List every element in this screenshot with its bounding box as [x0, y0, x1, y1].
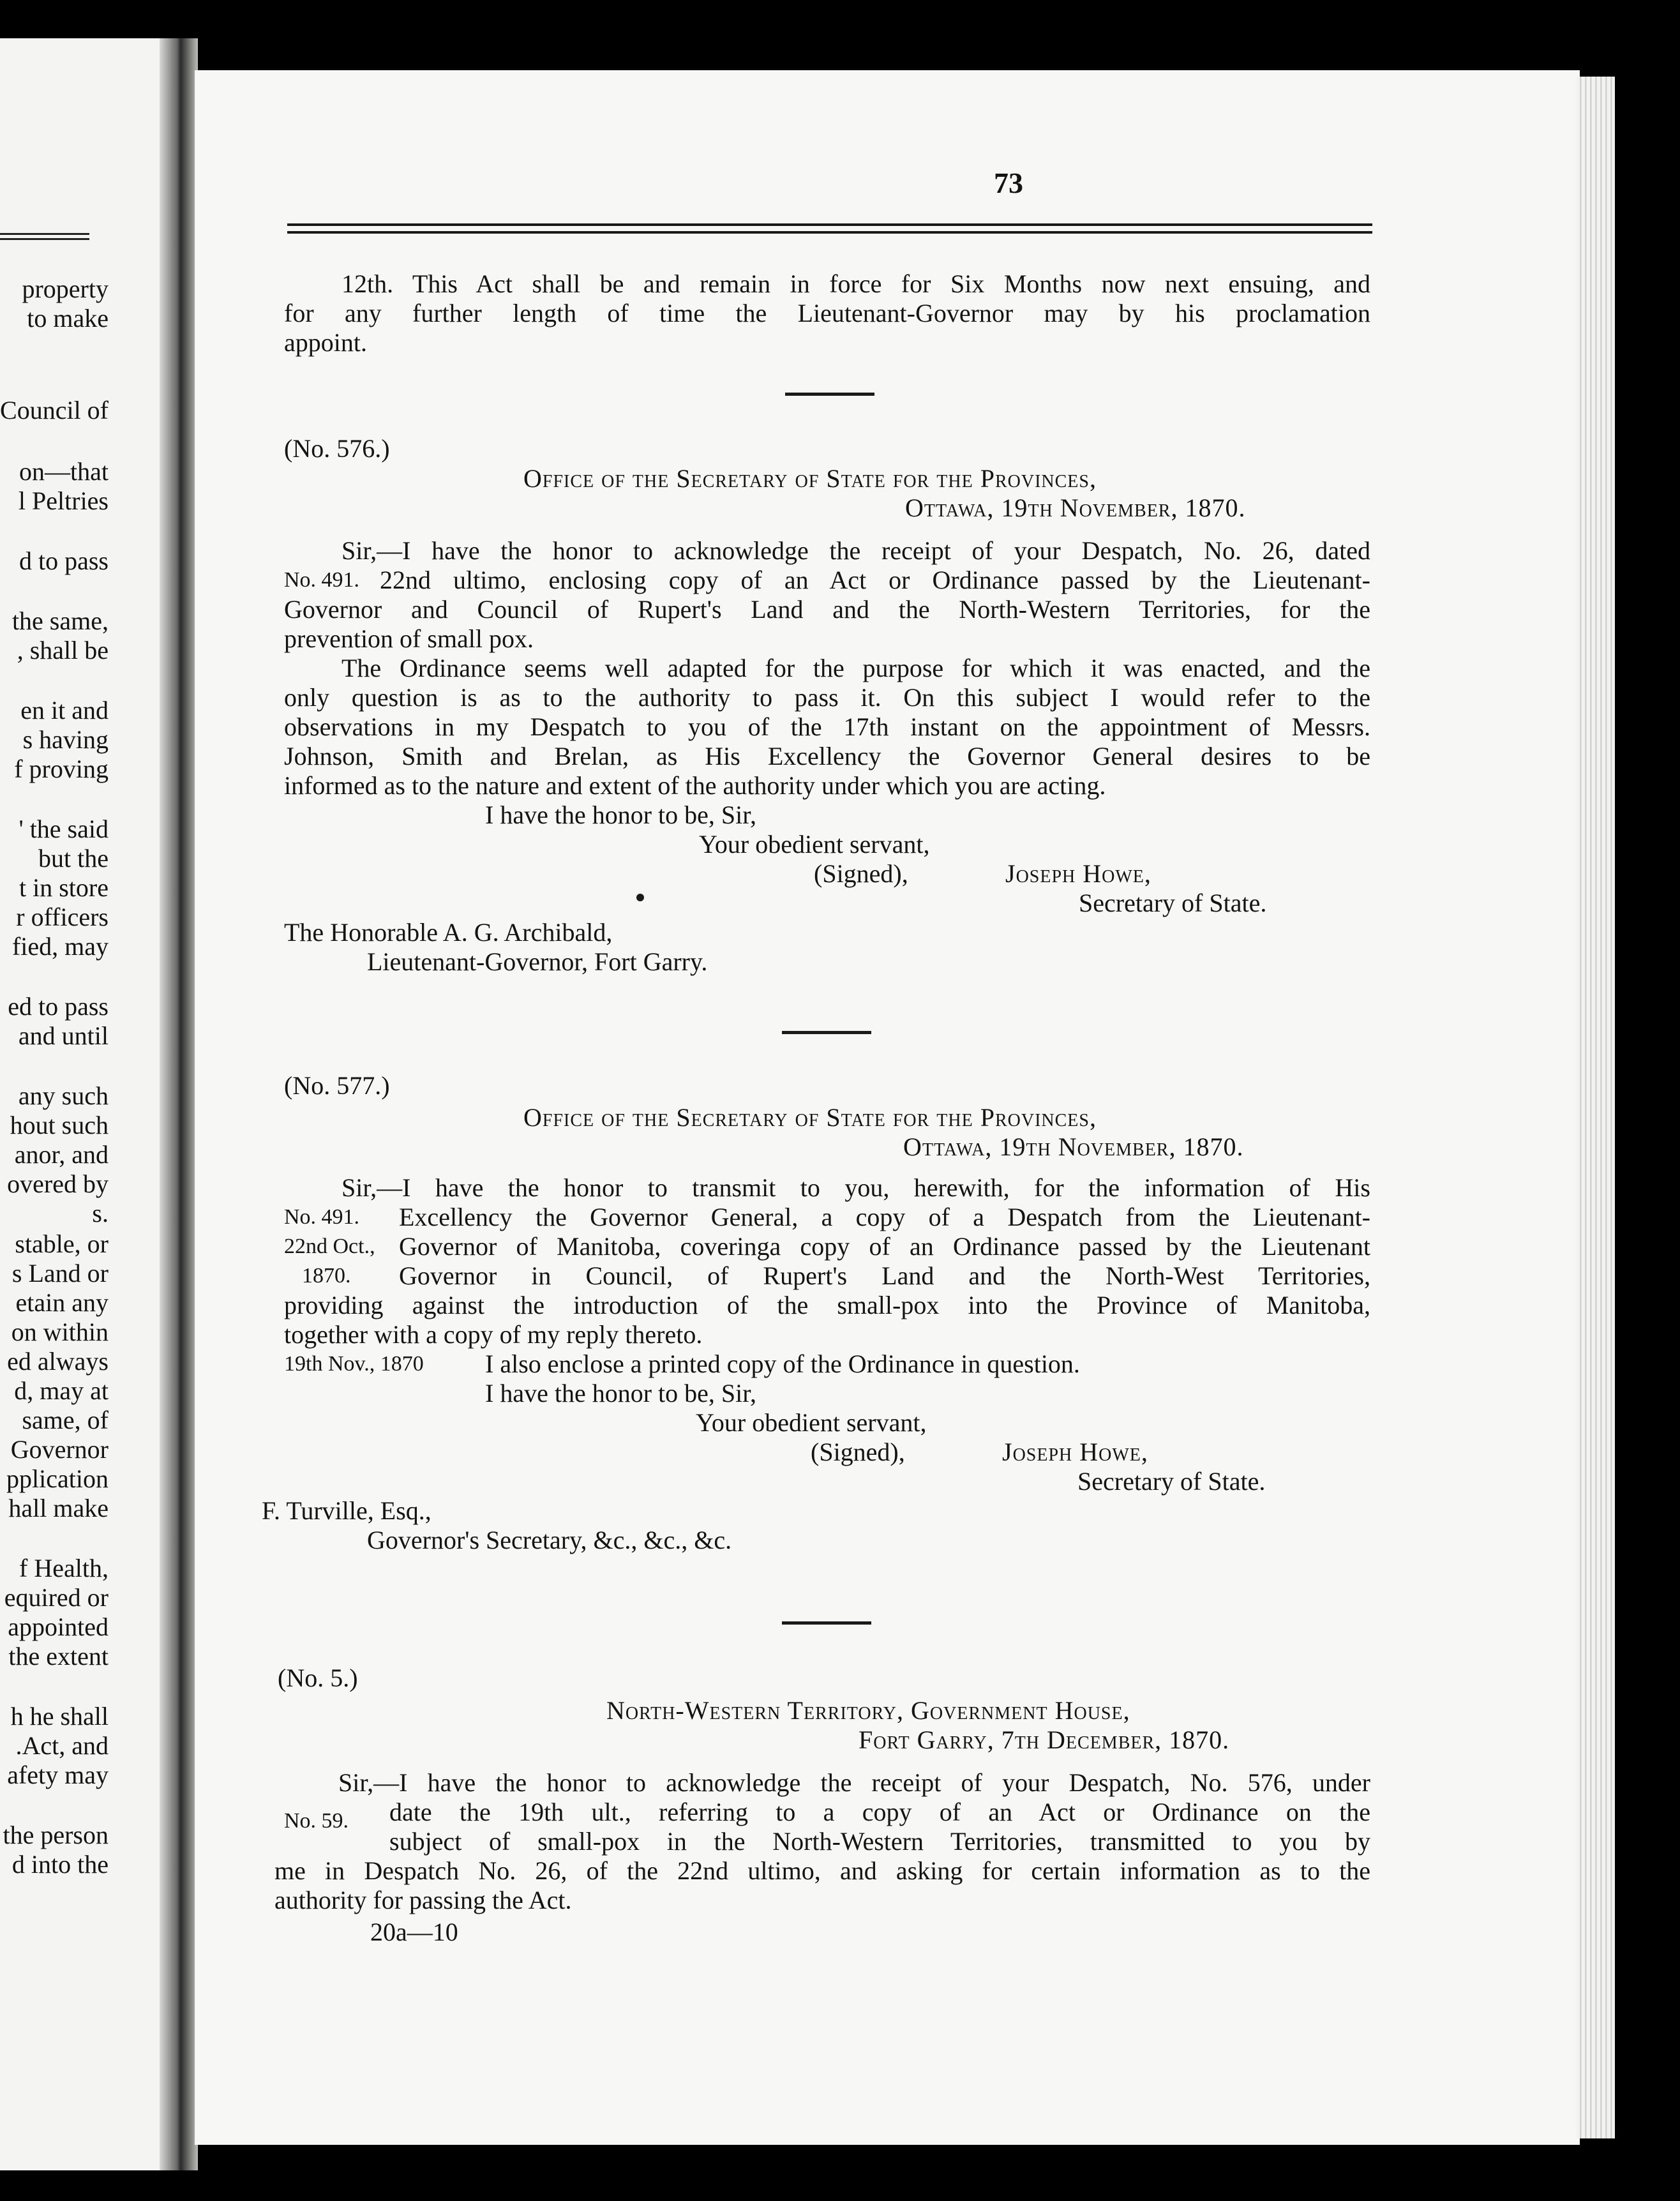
previous-page-line: overed by: [7, 1169, 109, 1198]
previous-page-line: anor, and: [14, 1140, 109, 1169]
letter-576-paragraph-line: informed as to the nature and extent of the authority under which you are acting.: [284, 771, 1106, 800]
letter-576-margin-note: No. 491.: [284, 568, 360, 592]
book-gutter: [160, 38, 198, 2170]
previous-page-line: afety may: [7, 1761, 109, 1789]
letter-5-body-line: date the 19th ult., referring to a copy of an Act or Ordinance on the: [389, 1798, 1370, 1826]
previous-page-line: t in store: [19, 873, 109, 902]
previous-page-rule: [0, 238, 89, 240]
letter-577-servant: Your obedient servant,: [696, 1408, 927, 1437]
letter-577-place-date: Ottawa, 19th November, 1870.: [903, 1132, 1244, 1161]
previous-page-fragment: [0, 38, 160, 2170]
letter-576-addressee-title: Lieutenant-Governor, Fort Garry.: [367, 947, 708, 976]
page-edges: [1577, 77, 1615, 2138]
previous-page-line: s.: [92, 1199, 109, 1228]
letter-576-servant: Your obedient servant,: [699, 830, 930, 859]
letter-577-body-line: Sir,—I have the honor to transmit to you, herewith, for the information of His: [341, 1173, 1370, 1202]
previous-page-line: but the: [38, 844, 109, 873]
letter-577-body-line: together with a copy of my reply thereto.: [284, 1320, 703, 1349]
section-divider: [782, 1621, 871, 1625]
previous-page-line: any such: [18, 1081, 109, 1110]
previous-page-line: Council of: [0, 396, 109, 424]
previous-page-line: l Peltries: [18, 486, 109, 515]
previous-page-line: fied, may: [11, 932, 109, 961]
letter-576-signatory: Joseph Howe,: [1005, 859, 1151, 888]
section-12-line: appoint.: [284, 328, 367, 357]
letter-577-enclosure-date: 19th Nov., 1870: [284, 1352, 424, 1376]
letter-577-margin-note: 22nd Oct.,: [284, 1235, 375, 1258]
document-page: [195, 70, 1580, 2145]
previous-page-line: h he shall: [10, 1702, 109, 1731]
letter-577-signatory: Joseph Howe,: [1002, 1438, 1148, 1466]
previous-page-line: ed always: [7, 1347, 109, 1376]
letter-5-body-line: me in Despatch No. 26, of the 22nd ultimo, and asking for certain information as to the: [274, 1856, 1370, 1885]
signature-mark: 20a—10: [370, 1918, 458, 1946]
letter-576-place-date: Ottawa, 19th November, 1870.: [905, 493, 1246, 522]
letter-577-body-line: Governor in Council, of Rupert's Land and the North-West Territories,: [399, 1261, 1370, 1290]
previous-page-line: same, of: [22, 1406, 109, 1434]
previous-page-line: s Land or: [11, 1259, 109, 1288]
letter-576-signed: (Signed),: [814, 859, 908, 888]
ink-speck: [636, 894, 644, 901]
section-divider: [785, 393, 874, 396]
previous-page-line: d to pass: [19, 546, 109, 575]
previous-page-line: on within: [11, 1318, 109, 1346]
previous-page-line: .Act, and: [15, 1731, 109, 1760]
letter-576-paragraph-line: Governor and Council of Rupert's Land and the North-Western Territories, for the: [284, 595, 1370, 624]
letter-577-margin-note: No. 491.: [284, 1205, 360, 1229]
letter-5-place-date: Fort Garry, 7th December, 1870.: [859, 1725, 1230, 1754]
previous-page-line: the extent: [8, 1642, 109, 1671]
letter-577-margin-note: 1870.: [302, 1264, 351, 1288]
previous-page-line: ed to pass: [8, 992, 109, 1021]
letter-577-signed: (Signed),: [811, 1438, 905, 1466]
letter-576-number: (No. 576.): [284, 434, 390, 463]
letter-577-body-line: providing against the introduction of the small-pox into the Province of Manitoba,: [284, 1291, 1370, 1319]
letter-5-office: North-Western Territory, Government House,: [606, 1696, 1130, 1725]
previous-page-line: the same,: [11, 606, 109, 635]
letter-576-paragraph-line: Johnson, Smith and Brelan, as His Excellency the Governor General desires to be: [284, 742, 1370, 770]
letter-577-number: (No. 577.): [284, 1071, 390, 1100]
letter-576-paragraph-line: observations in my Despatch to you of the 17th instant on the appointment of Messrs.: [284, 712, 1370, 741]
section-12-line: 12th. This Act shall be and remain in force for Six Months now next ensuing, and: [341, 269, 1370, 298]
previous-page-line: hall make: [8, 1494, 109, 1522]
previous-page-line: equired or: [4, 1583, 109, 1612]
previous-page-line: stable, or: [15, 1229, 109, 1258]
header-rule: [287, 223, 1372, 226]
letter-576-paragraph-line: The Ordinance seems well adapted for the purpose for which it was enacted, and the: [341, 654, 1370, 682]
letter-5-body-line: Sir,—I have the honor to acknowledge the receipt of your Despatch, No. 576, under: [338, 1768, 1370, 1797]
previous-page-line: to make: [27, 304, 109, 333]
letter-577-office: Office of the Secretary of State for the Provinces,: [523, 1103, 1097, 1132]
section-divider: [782, 1031, 871, 1034]
letter-577-addressee-title: Governor's Secretary, &c., &c., &c.: [367, 1526, 732, 1554]
letter-577-body-line: Governor of Manitoba, coveringa copy of an Ordinance passed by the Lieutenant: [399, 1232, 1370, 1261]
previous-page-line: d, may at: [14, 1376, 109, 1405]
previous-page-line: property: [22, 274, 109, 303]
previous-page-line: f Health,: [19, 1554, 109, 1582]
letter-576-addressee: The Honorable A. G. Archibald,: [284, 918, 613, 947]
letter-577-body-line: Excellency the Governor General, a copy of a Despatch from the Lieutenant-: [399, 1203, 1370, 1231]
letter-5-body-line: subject of small-pox in the North-Western Territories, transmitted to you by: [389, 1827, 1370, 1856]
previous-page-line: appointed: [8, 1612, 109, 1641]
previous-page-line: f proving: [14, 755, 109, 783]
previous-page-line: and until: [18, 1021, 109, 1050]
letter-576-office: Office of the Secretary of State for the Provinces,: [523, 464, 1097, 493]
previous-page-line: the person: [3, 1821, 109, 1849]
letter-577-closing: I have the honor to be, Sir,: [485, 1379, 756, 1408]
letter-576-paragraph-line: prevention of small pox.: [284, 624, 534, 653]
previous-page-line: en it and: [20, 696, 109, 725]
previous-page-line: etain any: [15, 1288, 109, 1317]
previous-page-line: s having: [22, 725, 109, 754]
header-rule: [287, 231, 1372, 234]
letter-576-closing: I have the honor to be, Sir,: [485, 800, 756, 829]
letter-5-body-line: authority for passing the Act.: [274, 1886, 572, 1914]
previous-page-line: ' the said: [19, 815, 109, 843]
letter-576-paragraph-line: 22nd ultimo, enclosing copy of an Act or Ordinance passed by the Lieutenant-: [380, 566, 1370, 594]
previous-page-line: pplication: [6, 1464, 109, 1493]
section-12-line: for any further length of time the Lieutenant-Governor may by his proclamation: [284, 299, 1370, 327]
previous-page-line: on—that: [19, 457, 109, 486]
letter-5-number: (No. 5.): [278, 1664, 358, 1692]
letter-577-addressee: F. Turville, Esq.,: [262, 1496, 431, 1525]
previous-page-line: r officers: [16, 903, 109, 931]
previous-page-rule: [0, 233, 89, 235]
previous-page-line: Governor: [10, 1435, 109, 1464]
letter-5-margin-note: No. 59.: [284, 1809, 349, 1833]
letter-576-paragraph-line: only question is as to the authority to pass it. On this subject I would refer to the: [284, 683, 1370, 712]
letter-577-signatory-title: Secretary of State.: [1077, 1467, 1266, 1496]
letter-576-signatory-title: Secretary of State.: [1079, 889, 1267, 917]
letter-576-paragraph-line: Sir,—I have the honor to acknowledge the receipt of your Despatch, No. 26, dated: [341, 536, 1370, 565]
letter-577-enclosure: I also enclose a printed copy of the Ordinance in question.: [485, 1349, 1080, 1378]
previous-page-line: , shall be: [17, 636, 109, 665]
previous-page-line: hout such: [10, 1111, 109, 1139]
page-number: 73: [994, 167, 1023, 199]
previous-page-line: d into the: [11, 1850, 109, 1879]
